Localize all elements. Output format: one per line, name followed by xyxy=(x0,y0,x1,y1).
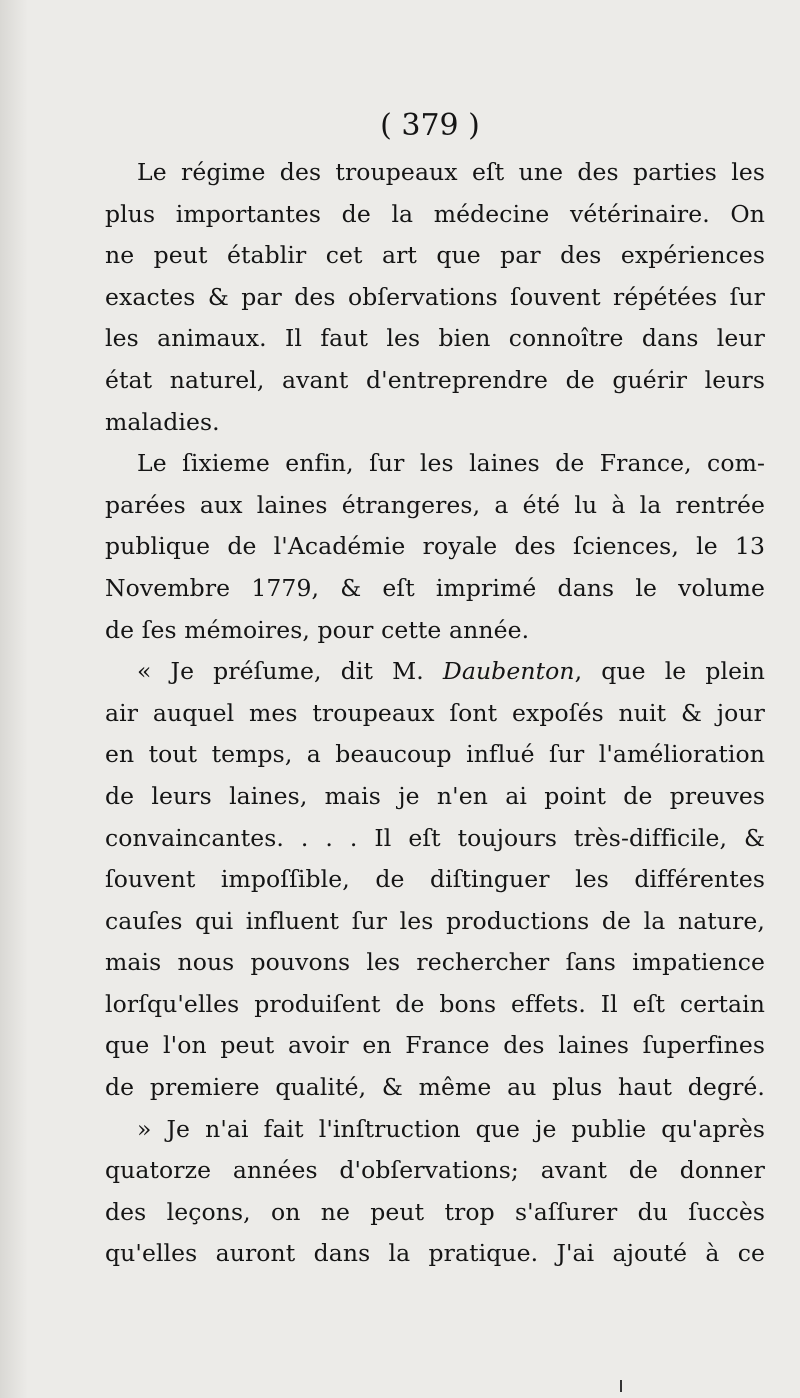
page-text xyxy=(105,100,765,1275)
text-line: état naturel, avant d'entreprendre de guérir leurs xyxy=(105,365,765,394)
text-line: parées aux laines étrangeres, a été lu à la rentrée xyxy=(105,490,765,519)
text-line: de ſes mémoires, pour cette année. xyxy=(105,615,530,644)
text-line: de premiere qualité, & même au plus haut degré. xyxy=(105,1073,765,1102)
text-line: mais nous pouvons les rechercher ſans impatience xyxy=(105,948,765,977)
paragraph xyxy=(105,152,765,443)
text-line: les animaux. Il faut les bien connoître dans leur xyxy=(105,324,765,353)
text-line: Le ſixieme enfin, ſur les laines de France, com- xyxy=(137,449,765,478)
text-line: ſouvent impoſſible, de diſtinguer les différentes xyxy=(105,865,765,894)
text-line: convaincantes. . . . Il eſt toujours très-difficile, & xyxy=(105,823,765,852)
text-line: de leurs laines, mais je n'en ai point de preuves xyxy=(105,781,765,810)
print-mark xyxy=(620,1380,622,1392)
text-line: quatorze années d'obſervations; avant de donner xyxy=(105,1156,765,1185)
text-line: publique de l'Académie royale des ſciences, le 13 xyxy=(105,532,765,561)
text-line: Le régime des troupeaux eſt une des parties les xyxy=(137,158,765,186)
text-line: » Je n'ai fait l'inſtruction que je publie qu'après xyxy=(137,1114,765,1143)
text-line: air auquel mes troupeaux ſont expoſés nuit & jour xyxy=(105,698,765,727)
text-run: « Je préſume, dit M. xyxy=(137,657,443,686)
text-line: cauſes qui influent ſur les productions de la nature, xyxy=(105,906,765,935)
text-line xyxy=(105,651,765,693)
text-line: maladies. xyxy=(105,407,220,436)
author-name: Daubenton xyxy=(442,657,575,686)
text-line: qu'elles auront dans la pratique. J'ai ajouté à ce xyxy=(105,1239,765,1268)
paragraph xyxy=(105,443,765,651)
text-line: Novembre 1779, & eſt imprimé dans le volume xyxy=(105,573,765,602)
text-line: ne peut établir cet art que par des expériences xyxy=(105,241,765,270)
text-line: des leçons, on ne peut trop s'aſſurer du ſuccès xyxy=(105,1197,765,1226)
paragraph xyxy=(105,651,765,1109)
text-line: lorſqu'elles produiſent de bons effets. Il eſt certain xyxy=(105,989,765,1018)
text-line: plus importantes de la médecine vétérinaire. On xyxy=(105,199,765,228)
text-run: , que le plein xyxy=(574,657,766,686)
text-line: en tout temps, a beaucoup influé ſur l'amélioration xyxy=(105,740,765,769)
paragraph xyxy=(105,1109,765,1275)
text-line: exactes & par des obſervations ſouvent répétées ſur xyxy=(105,282,765,311)
page-number: ( 379 ) xyxy=(380,108,480,143)
text-line: que l'on peut avoir en France des laines ſuperfines xyxy=(105,1031,765,1060)
